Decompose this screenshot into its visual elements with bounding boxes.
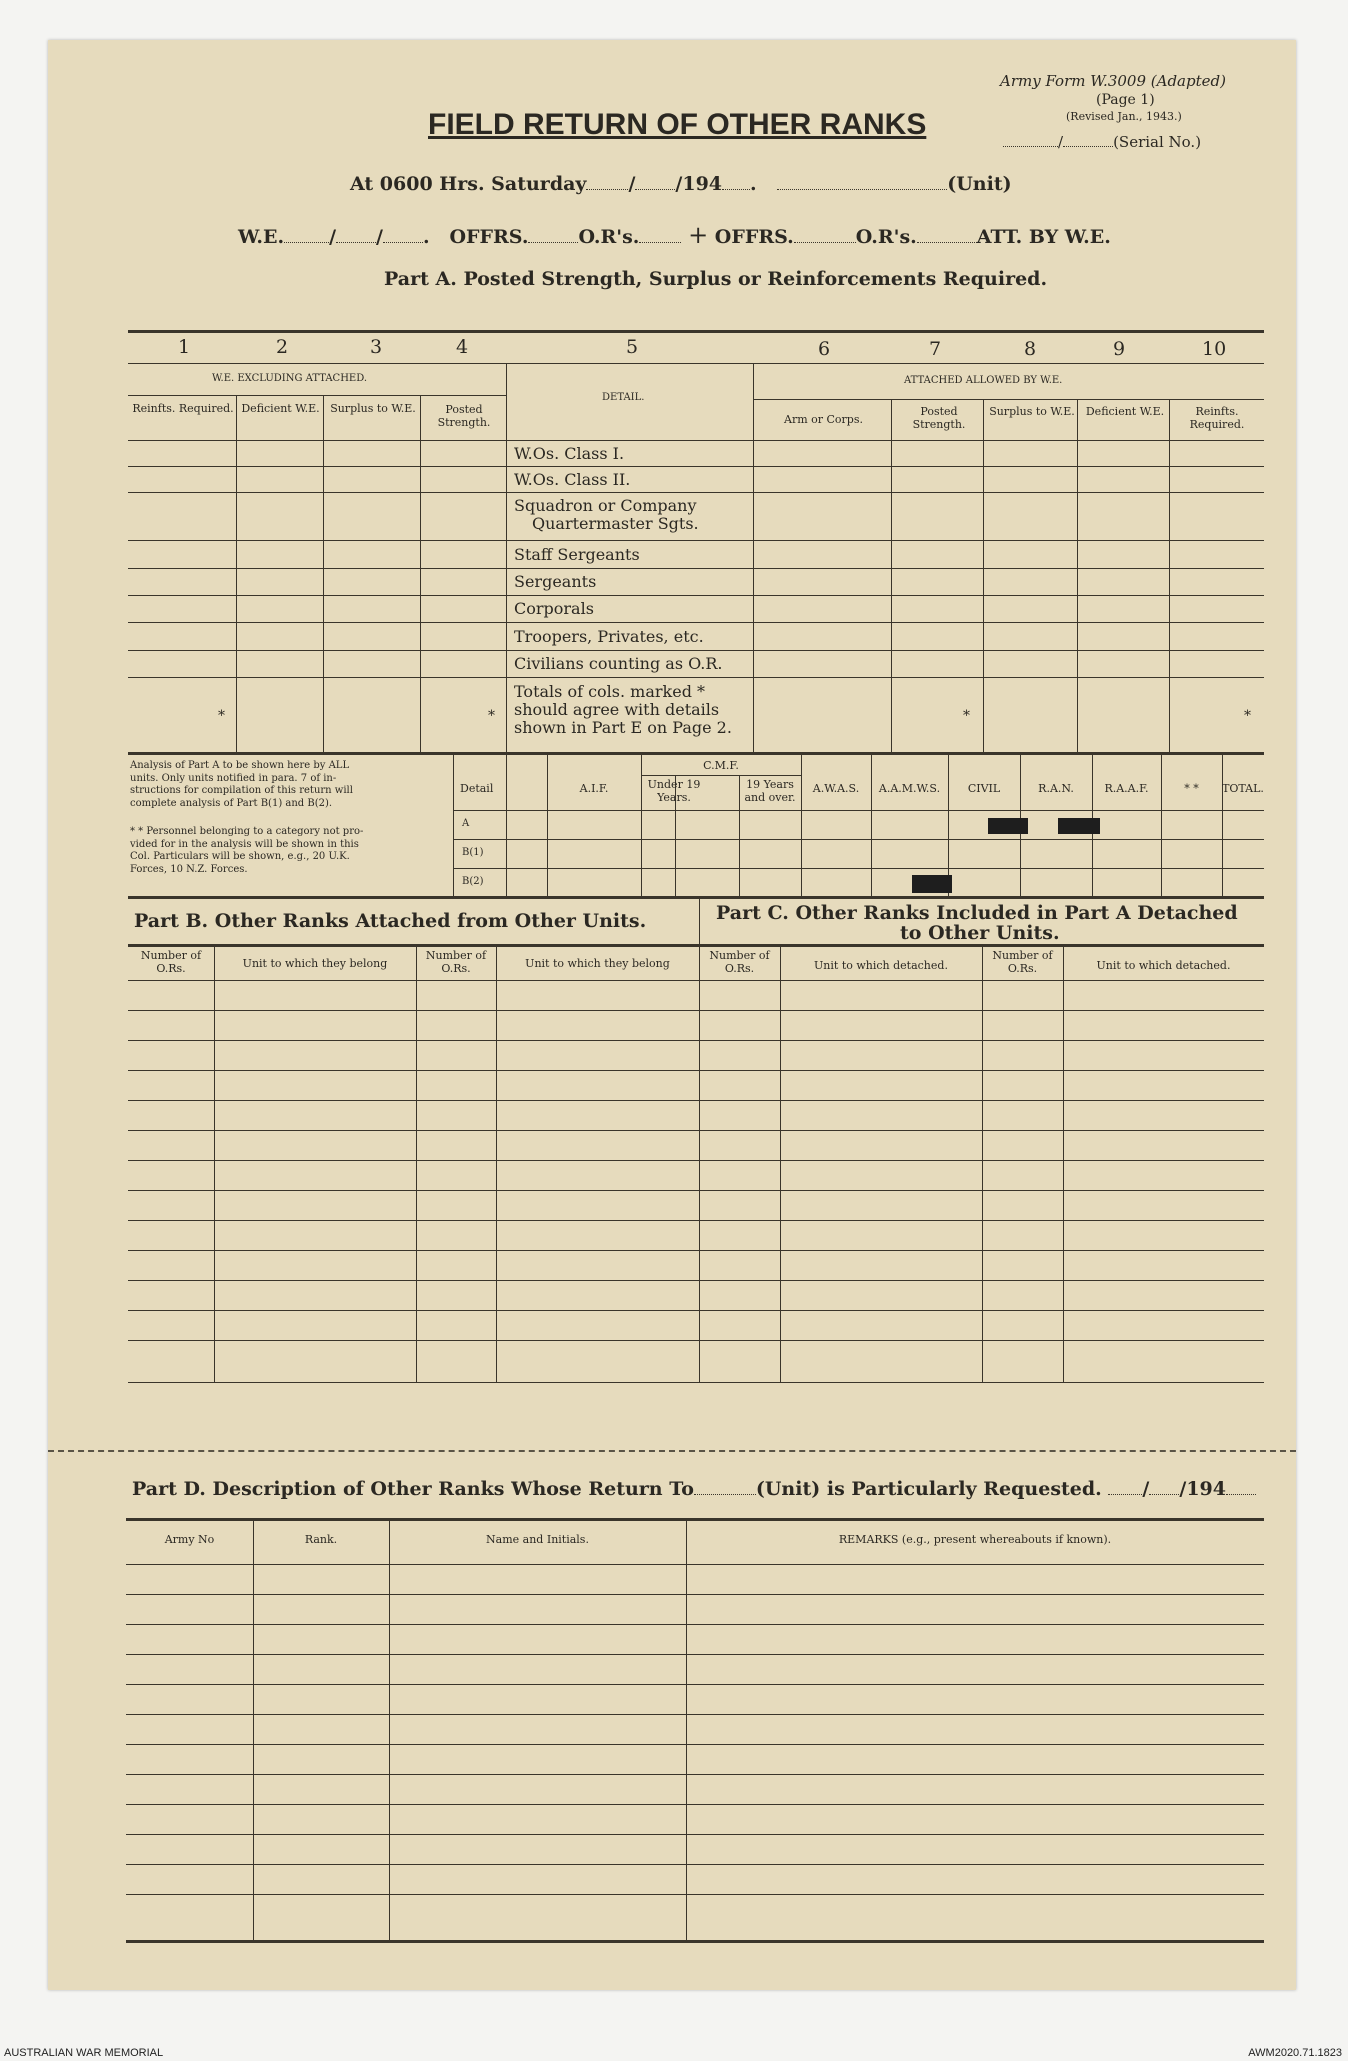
col-number: 5 bbox=[626, 336, 639, 358]
star-marker: * bbox=[218, 708, 225, 724]
part-a-heading: Part A. Posted Strength, Surplus or Reinforcements Required. bbox=[384, 268, 1048, 290]
part-c-number-header-2: Number of O.Rs. bbox=[992, 949, 1053, 975]
we-line: W.E. / / . OFFRS. O.R's. + OFFRS. O.R's. ATT. BY W.E. bbox=[238, 221, 1111, 249]
name-initials-header: Name and Initials. bbox=[486, 1533, 589, 1546]
row-wos-class-1: W.Os. Class I. bbox=[514, 444, 625, 463]
row-totals-2: should agree with details bbox=[514, 700, 720, 719]
part-c-unit-header-2: Unit to which detached. bbox=[1096, 959, 1231, 972]
unit-label: (Unit) bbox=[947, 173, 1012, 195]
arm-corps-header: Arm or Corps. bbox=[784, 413, 863, 426]
starstar-header: * * bbox=[1184, 782, 1199, 795]
posted-strength-header: Posted Strength. bbox=[437, 403, 491, 429]
under-19-header: Under 19 Years. bbox=[647, 778, 701, 804]
page-number: (Page 1) bbox=[1096, 92, 1155, 108]
serial-line: / (Serial No.) bbox=[1003, 132, 1201, 151]
row-sergeants: Sergeants bbox=[514, 572, 597, 591]
row-totals-3: shown in Part E on Page 2. bbox=[514, 718, 732, 737]
part-b-unit-header-2: Unit to which they belong bbox=[525, 957, 670, 970]
redaction-box bbox=[912, 875, 952, 893]
row-corporals: Corporals bbox=[514, 599, 594, 618]
part-b-unit-header: Unit to which they belong bbox=[242, 957, 388, 970]
form-page bbox=[48, 40, 1296, 1990]
col-number: 3 bbox=[370, 336, 383, 358]
part-b-number-header-2: Number of O.Rs. bbox=[425, 949, 487, 975]
awas-header: A.W.A.S. bbox=[812, 782, 860, 795]
star-marker: * bbox=[488, 708, 495, 724]
redaction-box bbox=[1058, 818, 1100, 834]
surplus-we-header: Surplus to W.E. bbox=[330, 402, 416, 415]
part-b-heading: Part B. Other Ranks Attached from Other Units. bbox=[134, 910, 647, 932]
part-c-unit-header: Unit to which detached. bbox=[814, 959, 948, 972]
footer-left: AUSTRALIAN WAR MEMORIAL bbox=[4, 2047, 164, 2059]
analysis-detail-header: Detail bbox=[460, 782, 494, 795]
star-marker: * bbox=[1244, 708, 1251, 724]
posted-strength-header-right: Posted Strength. bbox=[912, 405, 966, 431]
remarks-header: REMARKS (e.g., present whereabouts if known). bbox=[838, 1533, 1112, 1546]
part-d-heading: Part D. Description of Other Ranks Whose Return To (Unit) is Particularly Requested. / /194 bbox=[132, 1478, 1256, 1500]
revised-date: (Revised Jan., 1943.) bbox=[1066, 110, 1182, 123]
part-c-number-header: Number of O.Rs. bbox=[709, 949, 770, 975]
over-19-header: 19 Years and over. bbox=[744, 778, 796, 804]
analysis-row-b1: B(1) bbox=[462, 847, 484, 858]
surplus-we-header-right: Surplus to W.E. bbox=[989, 405, 1075, 418]
col-number: 1 bbox=[178, 336, 191, 358]
we-excluding-header: W.E. EXCLUDING ATTACHED. bbox=[212, 373, 368, 384]
row-civilians: Civilians counting as O.R. bbox=[514, 654, 723, 673]
row-totals-1: Totals of cols. marked * bbox=[514, 682, 706, 701]
total-header: TOTAL. bbox=[1222, 782, 1264, 795]
ran-header: R.A.N. bbox=[1038, 782, 1074, 795]
rank-header: Rank. bbox=[304, 1533, 338, 1546]
analysis-row-a: A bbox=[462, 818, 470, 829]
cmf-header: C.M.F. bbox=[703, 759, 739, 772]
page-title: FIELD RETURN OF OTHER RANKS bbox=[428, 108, 927, 141]
attached-allowed-header: ATTACHED ALLOWED BY W.E. bbox=[904, 375, 1063, 386]
part-c-heading-2: to Other Units. bbox=[900, 922, 1060, 944]
row-wos-class-2: W.Os. Class II. bbox=[514, 470, 631, 489]
part-c-heading: Part C. Other Ranks Included in Part A Detached bbox=[716, 902, 1238, 924]
aamws-header: A.A.M.W.S. bbox=[878, 782, 941, 795]
col-number: 9 bbox=[1113, 338, 1126, 360]
detail-header: DETAIL. bbox=[602, 392, 645, 403]
analysis-row-b2: B(2) bbox=[462, 876, 484, 887]
reinfts-required-header-right: Reinfts. Required. bbox=[1189, 405, 1245, 431]
analysis-note-2: * * Personnel belonging to a category not pro- vided for in the analysis will be shown in this Col. Particulars will be shown, e.g., 20 U.K. Forces, 10 N.Z. Forces. bbox=[130, 826, 364, 875]
deficient-we-header: Deficient W.E. bbox=[241, 402, 320, 415]
raaf-header: R.A.A.F. bbox=[1104, 782, 1149, 795]
star-marker: * bbox=[963, 708, 970, 724]
deficient-we-header-right: Deficient W.E. bbox=[1085, 405, 1165, 418]
col-number: 4 bbox=[456, 336, 469, 358]
redaction-box bbox=[988, 818, 1028, 834]
civil-header: CIVIL bbox=[967, 782, 1001, 795]
footer-right: AWM2020.71.1823 bbox=[1248, 2047, 1342, 2059]
row-qm-sgts: Quartermaster Sgts. bbox=[532, 514, 699, 533]
form-id: Army Form W.3009 (Adapted) bbox=[1000, 72, 1226, 90]
reinfts-required-header: Reinfts. Required. bbox=[132, 402, 234, 415]
analysis-note-1: Analysis of Part A to be shown here by ALL units. Only units notified in para. 7 of in- structions for compilation of this return will complete analysis of Part B(1) and B(2). bbox=[130, 760, 353, 809]
row-sqn-company: Squadron or Company bbox=[514, 496, 697, 515]
at-line: At 0600 Hrs. Saturday / /194 . (Unit) bbox=[350, 173, 1012, 195]
col-number: 6 bbox=[818, 338, 831, 360]
col-number: 8 bbox=[1024, 338, 1037, 360]
serial-label: (Serial No.) bbox=[1113, 133, 1202, 151]
part-b-number-header: Number of O.Rs. bbox=[140, 949, 202, 975]
army-no-header: Army No bbox=[164, 1533, 215, 1546]
col-number: 10 bbox=[1202, 338, 1227, 360]
perforation-line bbox=[48, 1450, 1296, 1452]
row-troopers: Troopers, Privates, etc. bbox=[514, 627, 704, 646]
col-number: 7 bbox=[929, 338, 942, 360]
row-staff-sergeants: Staff Sergeants bbox=[514, 545, 640, 564]
col-number: 2 bbox=[276, 336, 289, 358]
aif-header: A.I.F. bbox=[579, 782, 609, 795]
